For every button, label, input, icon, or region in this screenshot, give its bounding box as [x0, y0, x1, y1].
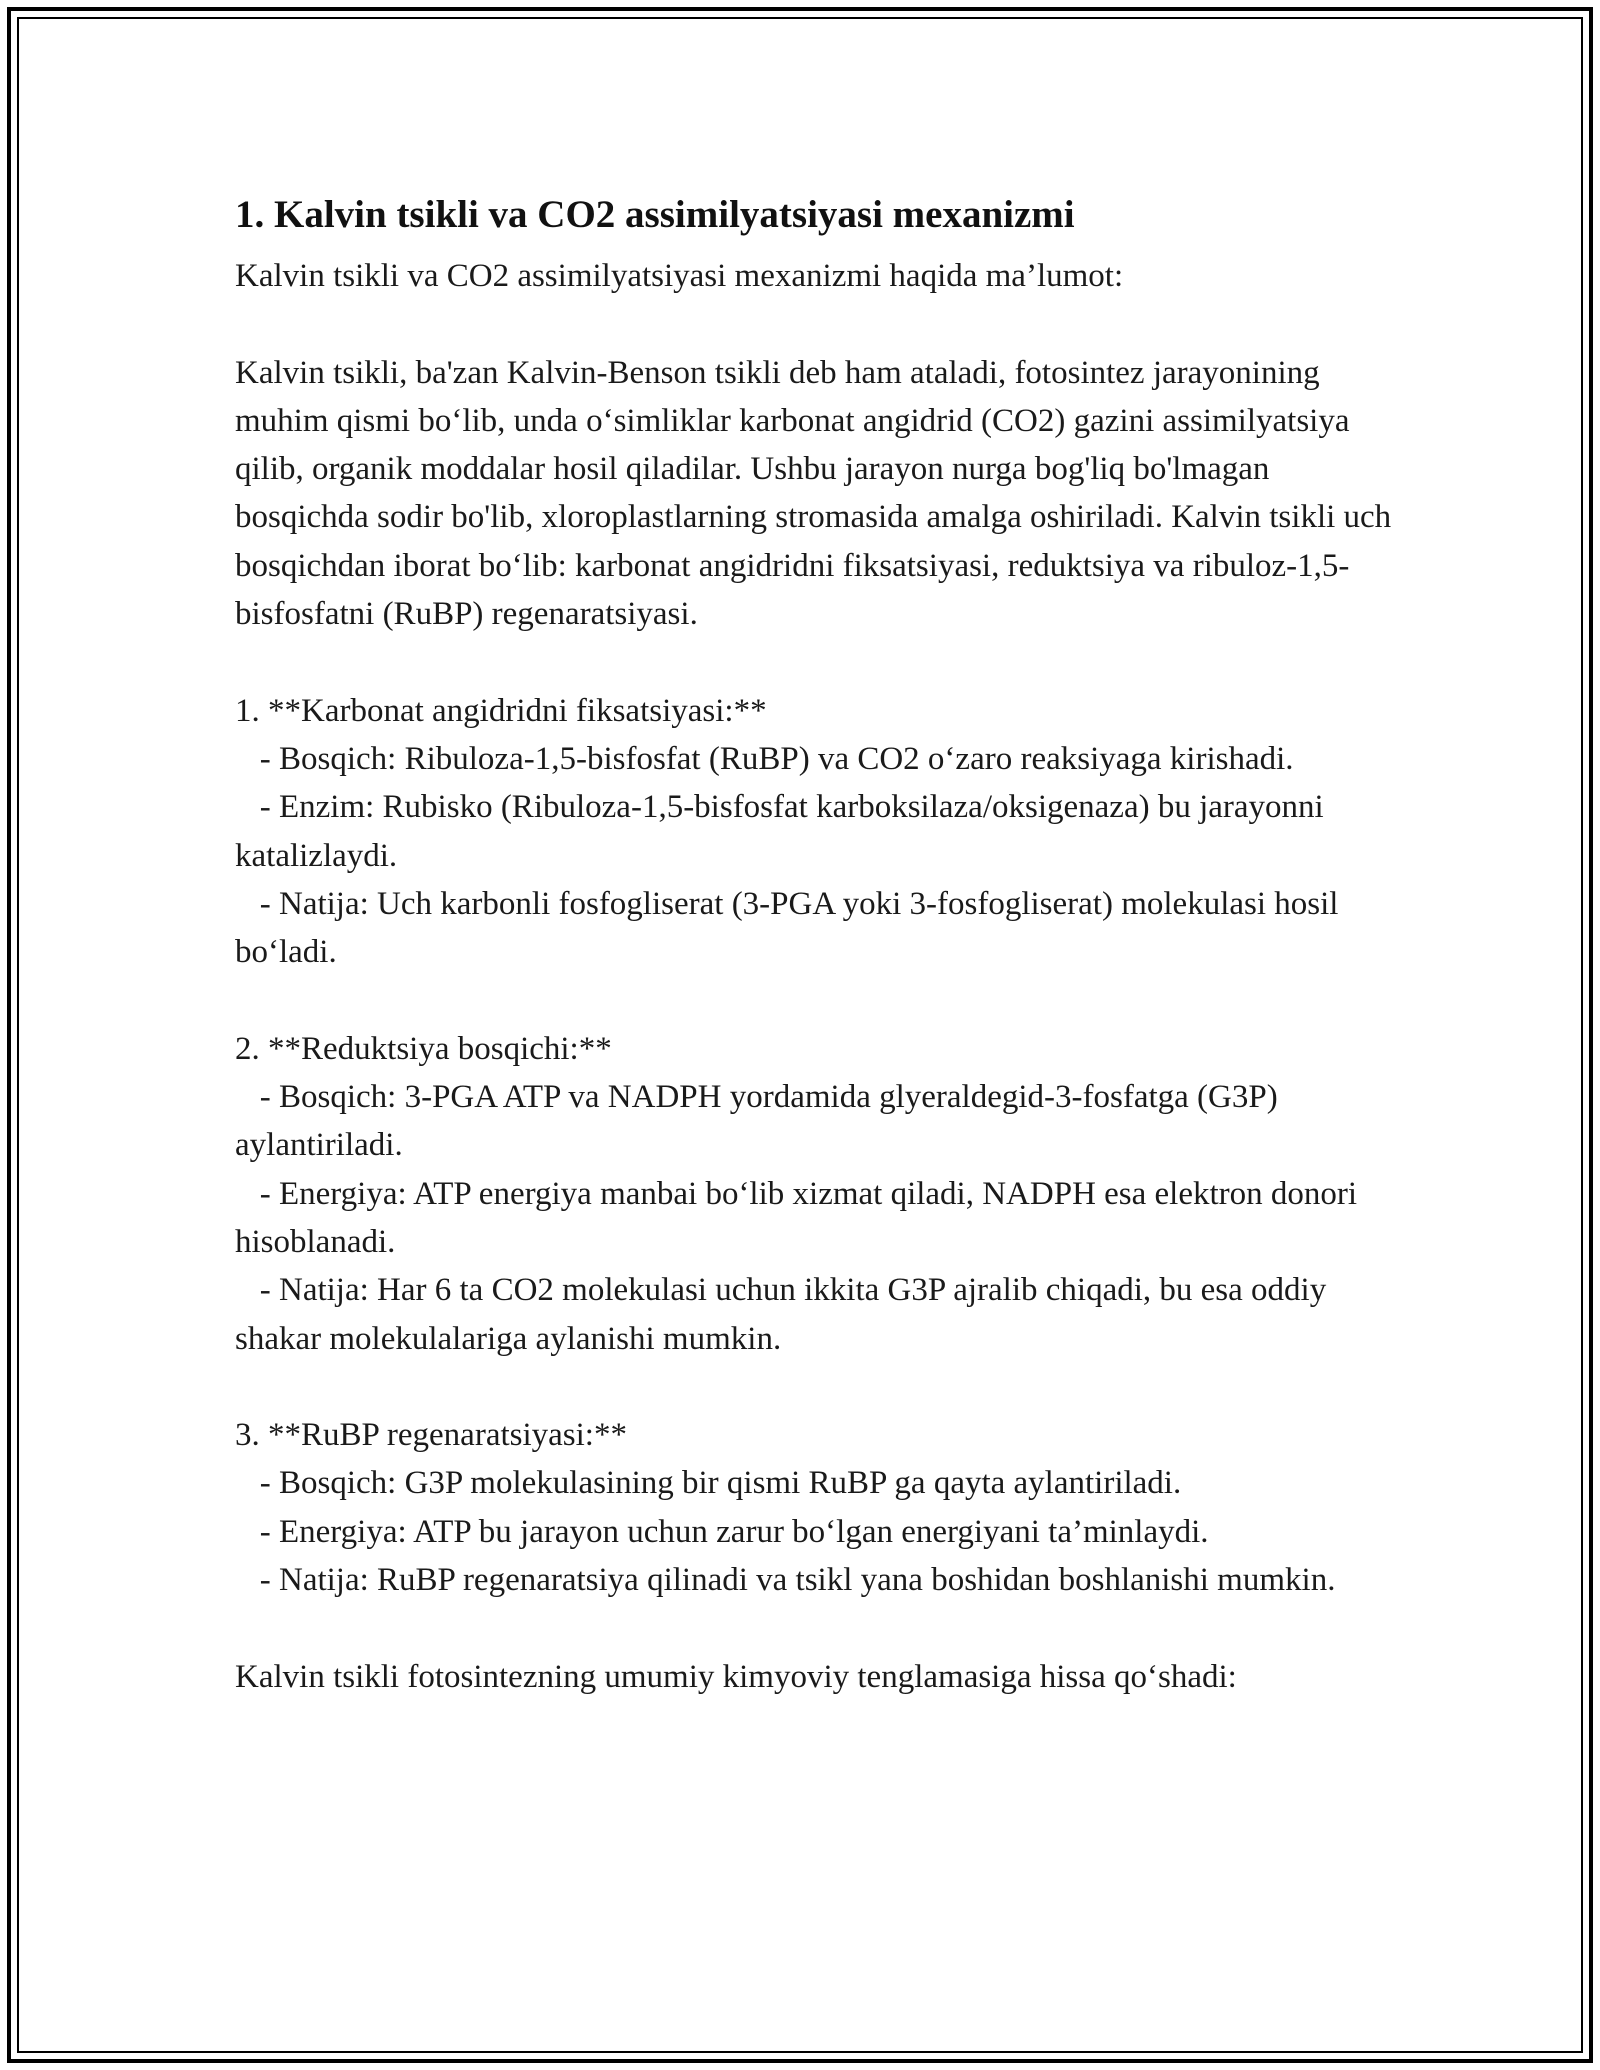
- section-item: - Natija: RuBP regenaratsiya qilinadi va tsikl yana boshidan boshlanishi mumkin.: [235, 1562, 1336, 1599]
- section-title: 1. **Karbonat angidridni fiksatsiyasi:**: [235, 692, 767, 729]
- document-body: [235, 180, 1400, 1701]
- section-title: 2. **Reduktsiya bosqichi:**: [235, 1030, 612, 1067]
- document-heading: 1. Kalvin tsikli va CO2 assimilyatsiyasi mexanizmi: [235, 193, 1075, 236]
- section-item: - Natija: Uch karbonli fosfogliserat (3-PGA yoki 3-fosfogliserat) molekulasi hosil bo‘ladi.: [235, 885, 1347, 971]
- section-item: - Energiya: ATP energiya manbai bo‘lib xizmat qiladi, NADPH esa elektron donori hisoblanadi.: [235, 1175, 1366, 1260]
- section-item: - Bosqich: G3P molekulasining bir qismi RuBP ga qayta aylantiriladi.: [235, 1465, 1182, 1502]
- section-fixation: [235, 687, 1395, 977]
- section-item: - Enzim: Rubisko (Ribuloza-1,5-bisfosfat karboksilaza/oksigenaza) bu jarayonni katalizlaydi.: [235, 789, 1332, 874]
- section-item: - Energiya: ATP bu jarayon uchun zarur bo‘lgan energiyani ta’minlaydi.: [235, 1513, 1209, 1550]
- section-title: 3. **RuBP regenaratsiyasi:**: [235, 1417, 627, 1454]
- closing-line: Kalvin tsikli fotosintezning umumiy kimyoviy tenglamasiga hissa qo‘shadi:: [235, 1658, 1237, 1695]
- section-reduction: [235, 1025, 1395, 1363]
- intro-line: Kalvin tsikli va CO2 assimilyatsiyasi mexanizmi haqida ma’lumot:: [235, 258, 1124, 294]
- section-regeneration: [235, 1411, 1395, 1604]
- section-item: - Bosqich: 3-PGA ATP va NADPH yordamida glyeraldegid-3-fosfatga (G3P) aylantiriladi.: [235, 1079, 1286, 1164]
- blank-line: [235, 976, 1395, 1024]
- section-item: - Bosqich: Ribuloza-1,5-bisfosfat (RuBP) va CO2 o‘zaro reaksiyaga kirishadi.: [235, 740, 1294, 777]
- blank-line: [235, 638, 1395, 686]
- blank-line: [235, 1604, 1395, 1652]
- blank-line: [235, 300, 1395, 348]
- main-paragraph: Kalvin tsikli, ba'zan Kalvin-Benson tsikli deb ham ataladi, fotosintez jarayonining muhim qismi bo‘lib, unda o‘simliklar karbonat angidrid (CO2) gazini assimilyatsiya qilib, organik moddalar hosil qiladilar. Ushbu jarayon nurga bog'liq bo'lmagan bosqichda sodir bo'lib, xloroplastlarning stromasida amalga oshiriladi. Kalvin tsikli uch bosqichdan iborat bo‘lib: karbonat angidridni fiksatsiyasi, reduktsiya va ribuloz-1,5-bisfosfatni (RuBP) regenaratsiyasi.: [235, 354, 1400, 633]
- section-item: - Natija: Har 6 ta CO2 molekulasi uchun ikkita G3P ajralib chiqadi, bu esa oddiy shakar molekulalariga aylanishi mumkin.: [235, 1272, 1335, 1357]
- blank-line: [235, 1363, 1395, 1411]
